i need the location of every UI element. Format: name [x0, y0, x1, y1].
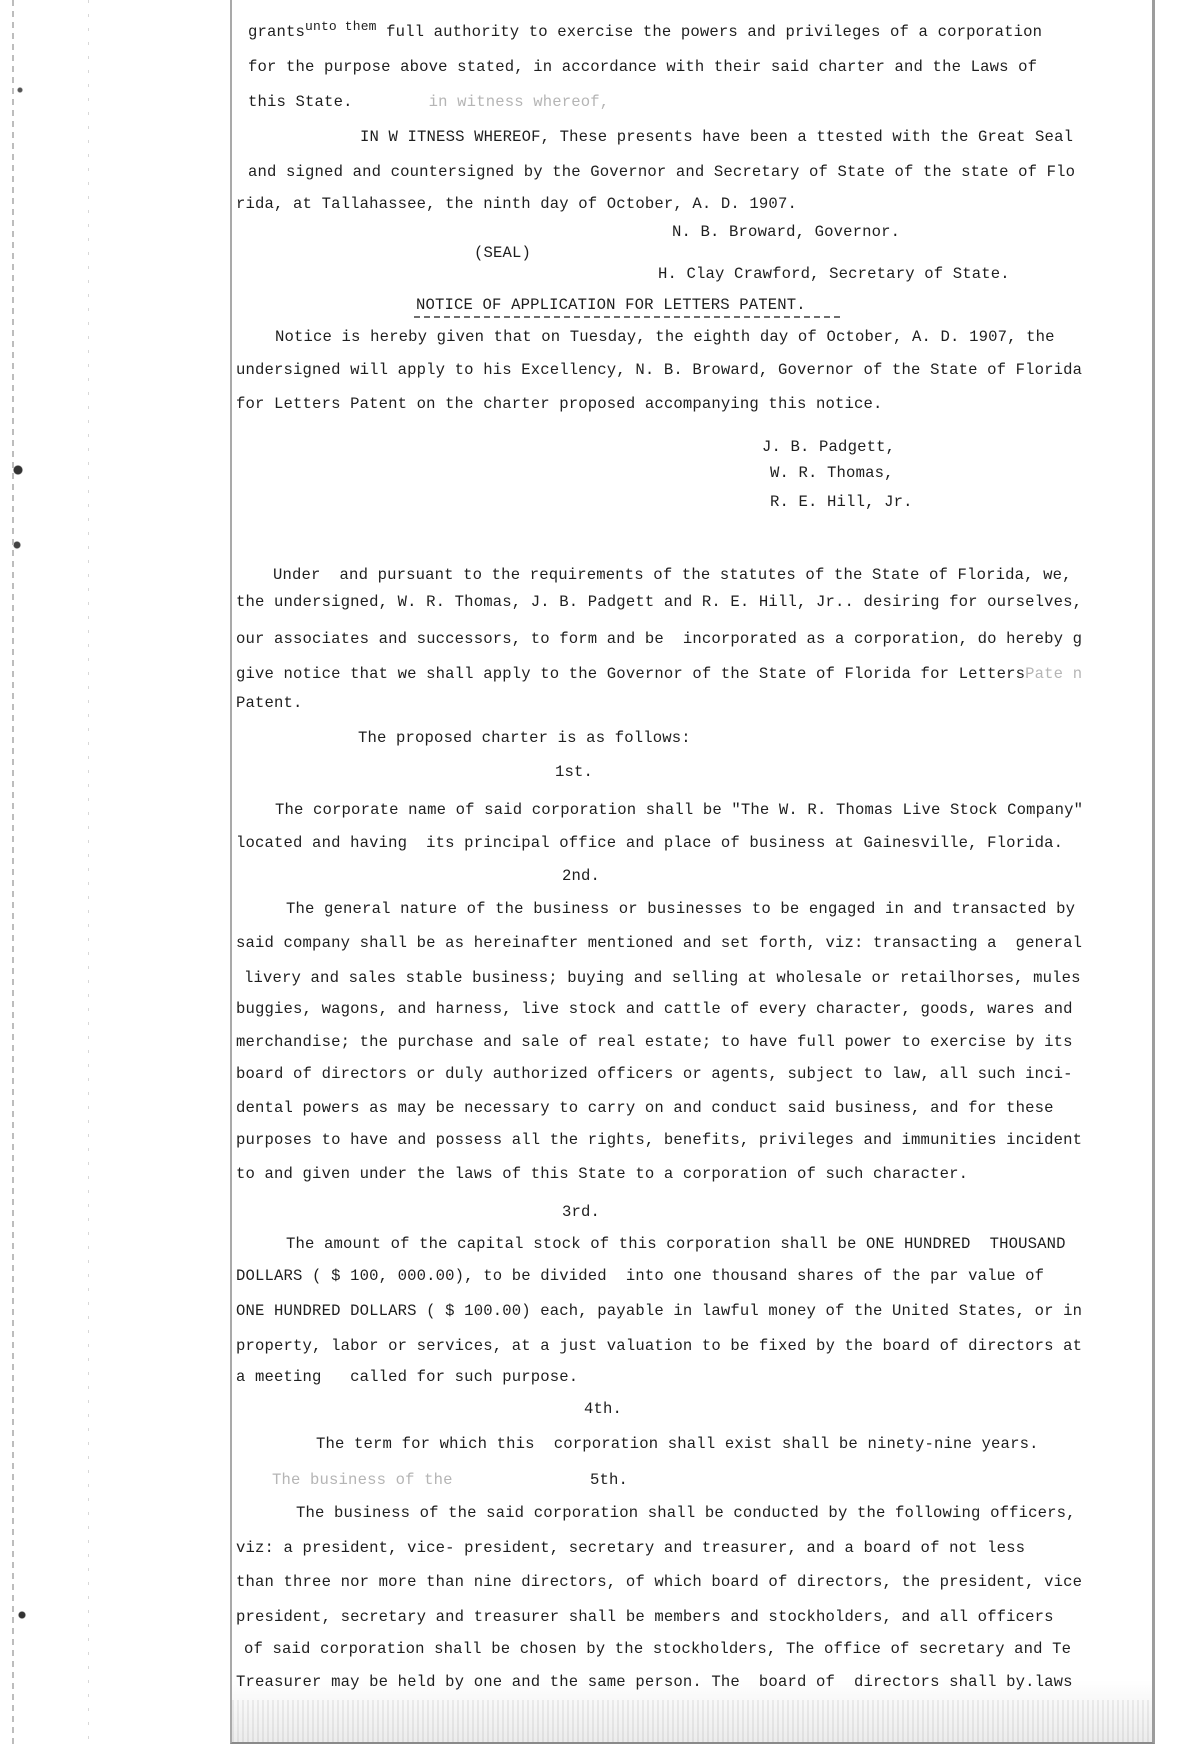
notice-line-1: Notice is hereby given that on Tuesday, the eighth day of October, A. D. 1907, the	[275, 328, 1055, 346]
article-line: The amount of the capital stock of this corporation shall be ONE HUNDRED THOUSAND	[286, 1235, 1066, 1253]
article-line: The corporate name of said corporation shall be "The W. R. Thomas Live Stock Company"	[275, 801, 1084, 819]
scan-left-margin	[0, 0, 228, 1745]
struck-text: in witness whereof,	[428, 93, 610, 111]
pursuant-line-3: our associates and successors, to form and be incorporated as a corporation, do hereby g	[236, 630, 1083, 648]
applicant-signature: R. E. Hill, Jr.	[770, 493, 913, 511]
notice-heading: NOTICE OF APPLICATION FOR LETTERS PATENT.	[416, 296, 806, 314]
article-line: of said corporation shall be chosen by the stockholders, The office of secretary and Te	[244, 1640, 1072, 1658]
article-line: DOLLARS ( $ 100, 000.00), to be divided into one thousand shares of the par value of	[236, 1267, 1045, 1285]
witness-line-3: rida, at Tallahassee, the ninth day of October, A. D. 1907.	[236, 195, 797, 213]
article-line: ONE HUNDRED DOLLARS ( $ 100.00) each, payable in lawful money of the United States, or in	[236, 1302, 1083, 1320]
article-line: property, labor or services, at a just valuation to be fixed by the board of directors at	[236, 1337, 1083, 1355]
pursuant-line-2: the undersigned, W. R. Thomas, J. B. Padgett and R. E. Hill, Jr.. desiring for ourselves,	[236, 593, 1083, 611]
article-line: said company shall be as hereinafter mentioned and set forth, viz: transacting a general	[236, 934, 1083, 952]
notice-line-3: for Letters Patent on the charter proposed accompanying this notice.	[236, 395, 883, 413]
article-line: to and given under the laws of this State to a corporation of such character.	[236, 1165, 969, 1183]
witness-line-1: IN W ITNESS WHEREOF, These presents have been a ttested with the Great Seal	[360, 128, 1074, 146]
dotted-guide-line	[88, 0, 89, 1745]
pursuant-line-5: Patent.	[236, 694, 303, 712]
grant-line-1	[248, 19, 1043, 43]
applicant-signature: J. B. Padgett,	[762, 438, 896, 456]
grant-line-3	[248, 92, 609, 112]
article-number: 3rd.	[562, 1203, 601, 1221]
article-line: dental powers as may be necessary to carry on and conduct said business, and for these	[236, 1099, 1054, 1117]
article-line: Treasurer may be held by one and the same person. The board of directors shall by.laws	[236, 1673, 1073, 1691]
article-line: president, secretary and treasurer shall be members and stockholders, and all officers	[236, 1608, 1054, 1626]
article-line: purposes to have and possess all the rights, benefits, privileges and immunities incident	[236, 1131, 1083, 1149]
pursuant-text: give notice that we shall apply to the Governor of the State of Florida for Letters	[236, 665, 1026, 683]
pursuant-line-4	[236, 664, 1082, 684]
superscript-insert: unto them	[305, 19, 377, 34]
article-line: The general nature of the business or businesses to be engaged in and transacted by	[286, 900, 1076, 918]
article-number: 5th.	[590, 1471, 629, 1489]
grant-line-2: for the purpose above stated, in accordance with their said charter and the Laws of	[248, 58, 1038, 76]
article-line: The business of the said corporation shall be conducted by the following officers,	[296, 1504, 1076, 1522]
article-line: than three nor more than nine directors, of which board of directors, the president, vice	[236, 1573, 1083, 1591]
article-line: located and having its principal office and place of business at Gainesville, Florida.	[236, 834, 1064, 852]
article-line: a meeting called for such purpose.	[236, 1368, 579, 1386]
witness-line-2: and signed and countersigned by the Governor and Secretary of State of the state of Flo	[248, 163, 1076, 181]
governor-signature: N. B. Broward, Governor.	[672, 223, 901, 241]
article-number: 4th.	[584, 1400, 623, 1418]
grant-end-text: this State.	[248, 93, 353, 111]
grant-word: grants	[248, 23, 306, 41]
notice-line-2: undersigned will apply to his Excellency, N. B. Broward, Governor of the State of Florida	[236, 361, 1083, 379]
article-line: merchandise; the purchase and sale of real estate; to have full power to exercise by its	[236, 1033, 1073, 1051]
article-line: livery and sales stable business; buying and selling at wholesale or retailhorses, mules	[244, 969, 1081, 987]
applicant-signature: W. R. Thomas,	[770, 464, 894, 482]
faint-overtype: The business of the	[272, 1471, 453, 1489]
article-line: buggies, wagons, and harness, live stock and cattle of every character, goods, wares and	[236, 1000, 1073, 1018]
article-line: board of directors or duly authorized officers or agents, subject to law, all such inci-	[236, 1065, 1073, 1083]
secretary-signature: H. Clay Crawford, Secretary of State.	[658, 265, 1010, 283]
scan-bottom-shading	[232, 1700, 1150, 1742]
article-number: 2nd.	[562, 867, 601, 885]
article-line: The term for which this corporation shall exist shall be ninety-nine years.	[316, 1435, 1039, 1453]
pursuant-line-1: Under and pursuant to the requirements of the statutes of the State of Florida, we,	[273, 566, 1072, 584]
scan-edge-marks	[12, 0, 14, 1745]
grant-text: full authority to exercise the powers and privileges of a corporation	[376, 23, 1043, 41]
faint-overtype: Pate n	[1025, 665, 1083, 683]
heading-underline	[414, 316, 840, 318]
article-number: 1st.	[555, 763, 594, 781]
article-line: viz: a president, vice- president, secretary and treasurer, and a board of not less	[236, 1539, 1026, 1557]
charter-intro: The proposed charter is as follows:	[358, 729, 691, 747]
seal-label: (SEAL)	[474, 244, 532, 262]
